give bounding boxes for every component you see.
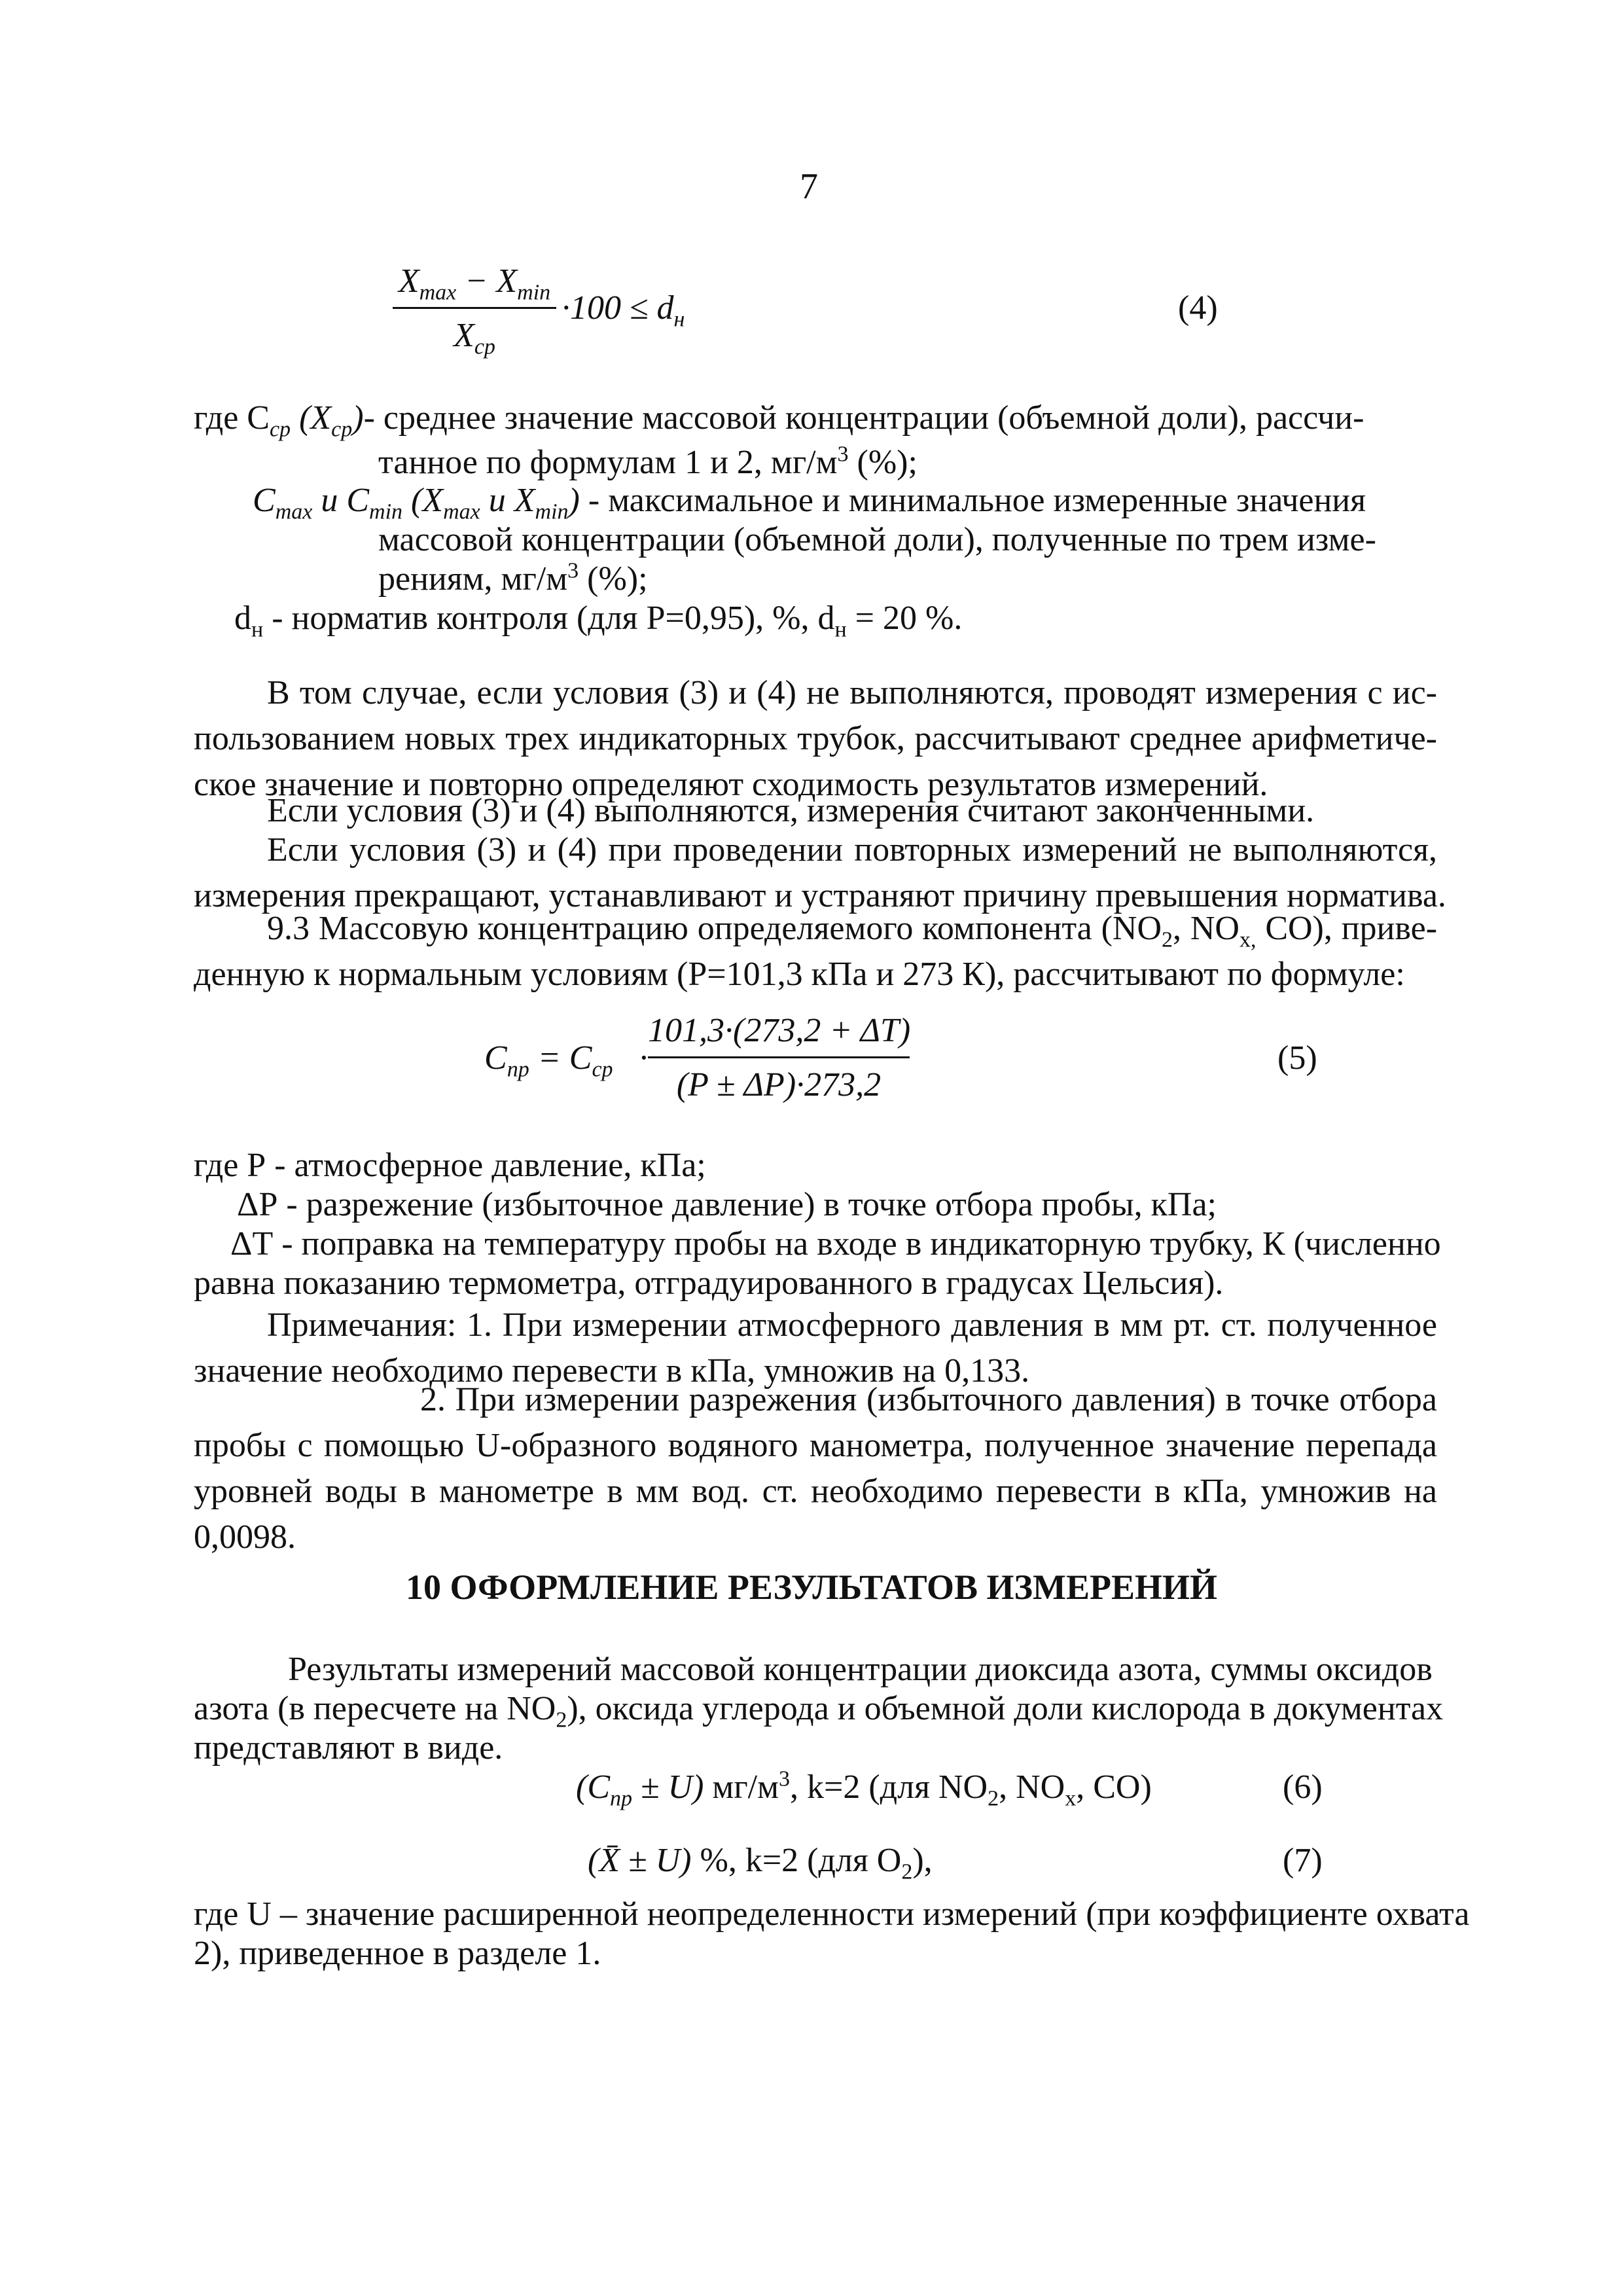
formula-4-fraction xyxy=(393,259,556,359)
formula-5-lhs: $C_{пр} = C_{ср}$ · xyxy=(484,1039,648,1082)
definition-c-avg-cont: танное по формулам 1 и 2, $мг/м^3$ (%); xyxy=(378,442,918,481)
final-line-1: где U – значение расширенной неопределенности измерений (при коэффициенте охвата xyxy=(194,1895,1470,1933)
formula-5-numerator: 101,3·(273,2 + ΔT) xyxy=(648,1012,911,1049)
results-line-2: азота (в пересчете на $NO_2$), оксида углерода и объемной доли кислорода в документах xyxy=(194,1690,1444,1732)
definition-delta-t: ΔТ - поправка на температуру пробы на входе в индикаторную трубку, К (численно xyxy=(230,1225,1441,1263)
definition-d-norm: $d_н$ - норматив контроля (для Р=0,95), %, $d_н = 20$ %. xyxy=(234,600,963,642)
page-number: 7 xyxy=(800,166,818,207)
definition-c-max-min: $C_{max}$ и $C_{min}$ ($X_{max}$ и $X_{min}$) - максимальное и минимальное измеренные значения xyxy=(253,482,1366,524)
final-line-2: 2), приведенное в разделе 1. xyxy=(194,1935,601,1972)
formula-4-numerator: $X_{max} - X_{min}$ xyxy=(398,262,551,305)
paragraph-9-3: 9.3 Массовую концентрацию определяемого компонента ($NO_2$, $NO_{x,}$ CO), приве- денную к нормальным условиям (Р=101,3 кПа и 273 К), рассчитывают по формуле: xyxy=(194,910,1438,993)
formula-4-number: (4) xyxy=(1178,289,1218,327)
definition-delta-p: ΔР - разрежение (избыточное давление) в точке отбора пробы, кПа; xyxy=(237,1186,1217,1223)
definition-c-avg: где $C_{ср}$ $(X_{ср})-$ среднее значение массовой концентрации (объемной доли), рассчи- xyxy=(194,399,1364,442)
formula-4-tail: $\cdot 100 \le d_н$ xyxy=(562,289,685,332)
fraction-bar xyxy=(648,1056,910,1058)
formula-7: (X̄ ± U) %, k=2 (для $O_2$), xyxy=(588,1842,933,1884)
formula-4-denominator: $X_{ср}$ xyxy=(454,317,495,359)
definition-c-max-min-cont2: рениям, $мг/м^3$ (%); xyxy=(378,558,648,598)
definition-c-max-min-cont1: массовой концентрации (объемной доли), полученные по трем изме- xyxy=(378,521,1376,558)
definition-p: где Р - атмосферное давление, кПа; xyxy=(194,1147,706,1184)
formula-6: $(C_{пр} \pm U)$ $мг/м^3$, k=2 (для $NO_2$, $NO_x$, CO) xyxy=(576,1767,1152,1811)
results-line-1: Результаты измерений массовой концентрации диоксида азота, суммы оксидов xyxy=(288,1651,1433,1688)
note-1: Примечания: 1. При измерении атмосферного давления в мм рт. ст. полученное значение необходимо перевести в кПа, умножив на 0,133. xyxy=(194,1306,1437,1390)
definition-delta-t-cont: равна показанию термометра, отградуированного в градусах Цельсия). xyxy=(194,1265,1224,1302)
formula-5-denominator: (P ± ΔP)·273,2 xyxy=(676,1066,882,1103)
note-2: 2. При измерении разрежения (избыточного давления) в точке отбора пробы с помощью U-образного водяного манометра, полученное значение перепада уровней воды в манометре в мм вод. ст. необходимо перевести в кПа, умножив на 0,0098. xyxy=(194,1381,1437,1556)
section-heading: 10 ОФОРМЛЕНИЕ РЕЗУЛЬТАТОВ ИЗМЕРЕНИЙ xyxy=(405,1568,1218,1607)
formula-7-number: (7) xyxy=(1283,1842,1323,1879)
paragraph-stop-measurement: Если условия (3) и (4) при проведении повторных измерений не выполняются, измерения прекращают, устанавливают и устраняют причину превышения норматива. xyxy=(194,831,1446,914)
formula-5-number: (5) xyxy=(1277,1039,1317,1077)
paragraph-completed: Если условия (3) и (4) выполняются, измерения считают законченными. xyxy=(267,792,1315,829)
paragraph-repeat-measurement: В том случае, если условия (3) и (4) не выполняются, проводят измерения с ис- пользованием новых трех индикаторных трубок, рассчитывают среднее арифметиче- ское значение и повторно определяют сходимость результатов измерений. xyxy=(194,674,1437,803)
formula-5-fraction xyxy=(648,1008,910,1108)
fraction-bar xyxy=(393,307,556,309)
formula-6-number: (6) xyxy=(1283,1768,1323,1806)
results-line-3: представляют в виде. xyxy=(194,1729,503,1767)
